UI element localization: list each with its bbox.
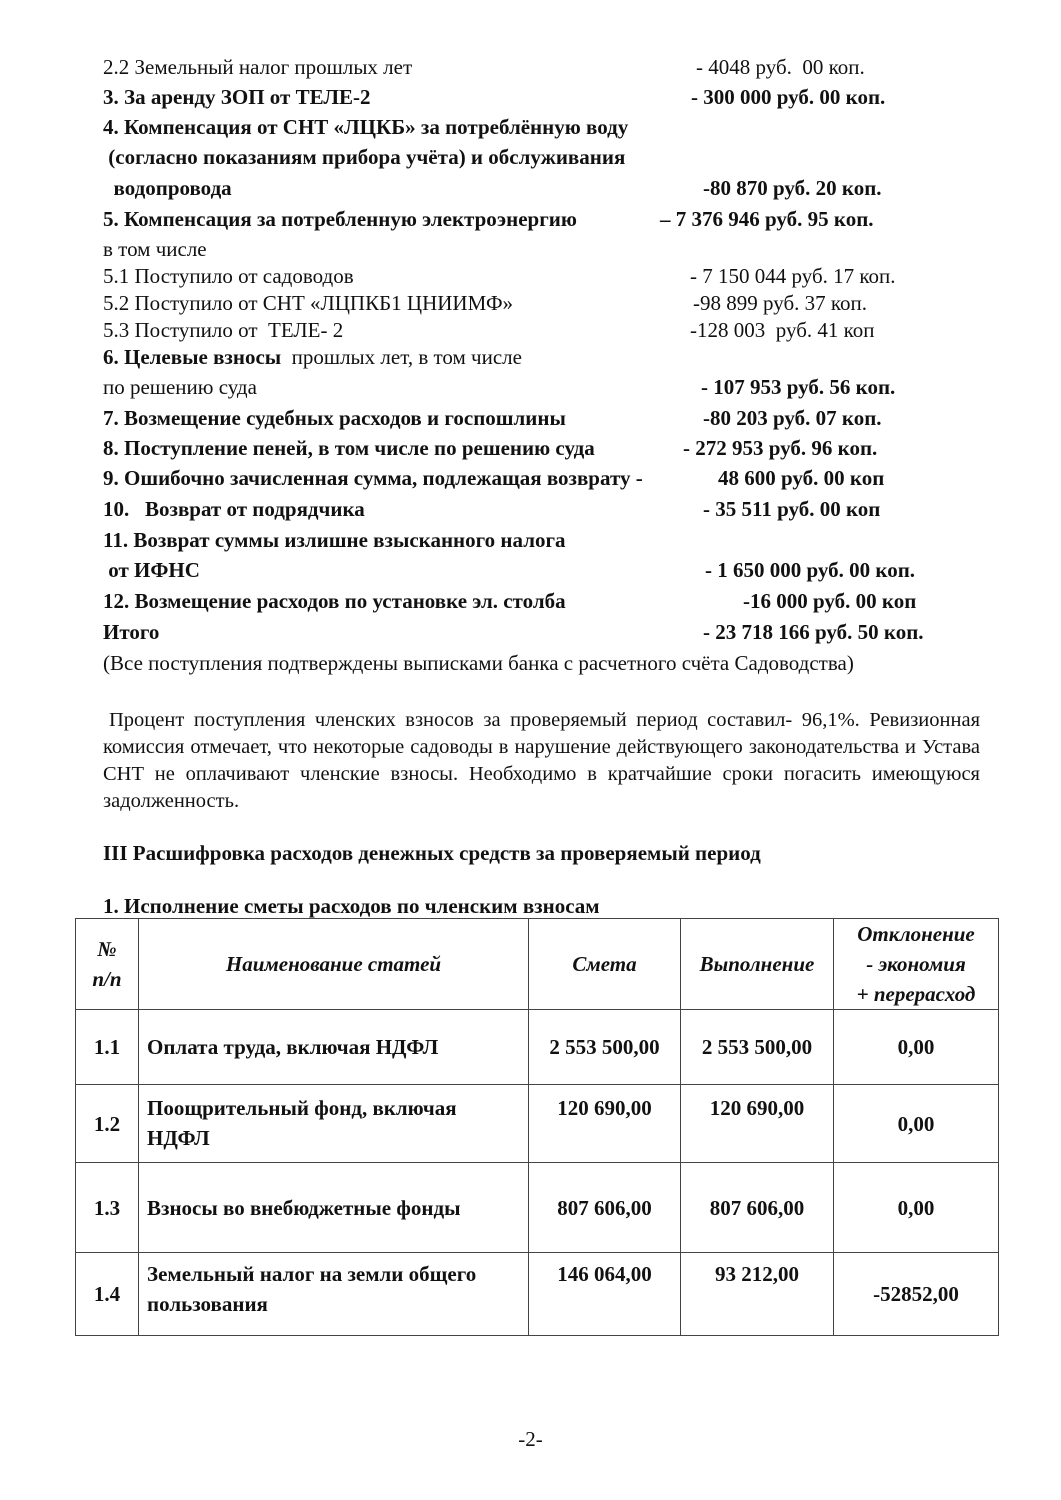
income-line-amount: - 272 953 руб. 96 коп.	[683, 436, 878, 460]
row-estimate: 146 064,00	[529, 1253, 681, 1336]
table-header-row	[76, 919, 999, 1010]
table-row	[76, 1163, 999, 1253]
income-line-amount: - 1 650 000 руб. 00 коп.	[705, 558, 916, 582]
row-num: 1.3	[76, 1163, 139, 1253]
income-line-label: прошлых лет, в том числе	[281, 345, 522, 369]
row-estimate: 807 606,00	[529, 1163, 681, 1253]
income-line	[103, 288, 983, 318]
header-num-line1: №	[97, 937, 117, 961]
income-line	[103, 52, 983, 82]
income-total-amount: - 23 718 166 руб. 50 коп.	[703, 620, 924, 644]
commission-paragraph: Процент поступления членских взносов за проверяемый период составил- 96,1%. Ревизионная комиссия отмечает, что некоторые садоводы в нарушение действующего законодательства и Устава СНТ не оплачивают членские взносы. Необходимо в кратчайшие сроки погасить имеющуюся задолженность.	[103, 709, 980, 812]
income-line	[103, 342, 983, 372]
table-heading: 1. Исполнение сметы расходов по членским взносам	[103, 894, 600, 918]
income-line-amount: -80 203 руб. 07 коп.	[703, 406, 882, 430]
income-line-label: водопровода	[103, 176, 232, 200]
income-line	[103, 586, 983, 616]
income-line	[103, 433, 983, 463]
income-line-amount: - 35 511 руб. 00 коп	[703, 497, 881, 521]
income-line-label: от ИФНС	[103, 558, 200, 582]
row-name: Оплата труда, включая НДФЛ	[139, 1010, 529, 1085]
income-line-label: 3. За аренду ЗОП от ТЕЛЕ-2	[103, 85, 371, 109]
header-num	[76, 919, 139, 1010]
income-line-label: в том числе	[103, 237, 207, 261]
income-line-amount: - 107 953 руб. 56 коп.	[701, 375, 896, 399]
row-actual: 807 606,00	[681, 1163, 834, 1253]
income-line	[103, 525, 983, 555]
header-deviation	[834, 919, 999, 1010]
income-line-label: (согласно показаниям прибора учёта) и обслуживания	[103, 145, 626, 169]
income-line-label: 7. Возмещение судебных расходов и госпошлины	[103, 406, 566, 430]
income-line	[103, 555, 983, 585]
header-name: Наименование статей	[139, 919, 529, 1010]
income-line	[103, 173, 983, 203]
income-line	[103, 204, 983, 234]
income-line-amount: - 300 000 руб. 00 коп.	[691, 85, 886, 109]
row-deviation: -52852,00	[834, 1253, 999, 1336]
header-deviation-line1: Отклонение	[857, 922, 975, 946]
income-line-amount: 48 600 руб. 00 коп	[718, 466, 885, 490]
row-actual: 2 553 500,00	[681, 1010, 834, 1085]
income-note	[103, 648, 983, 678]
income-line-label: 11. Возврат суммы излишне взысканного налога	[103, 528, 566, 552]
row-deviation: 0,00	[834, 1163, 999, 1253]
income-line	[103, 112, 983, 142]
row-deviation: 0,00	[834, 1010, 999, 1085]
income-line	[103, 372, 983, 402]
row-deviation: 0,00	[834, 1085, 999, 1163]
table-row	[76, 1085, 999, 1163]
table-row	[76, 1253, 999, 1336]
income-line	[103, 403, 983, 433]
income-total	[103, 617, 983, 647]
income-line-label: 5.2 Поступило от СНТ «ЛЦПКБ1 ЦНИИМФ»	[103, 291, 514, 315]
header-deviation-line2: - экономия	[866, 952, 966, 976]
row-actual: 120 690,00	[681, 1085, 834, 1163]
income-total-label: Итого	[103, 620, 160, 644]
income-line-amount: -128 003 руб. 41 коп	[690, 318, 875, 342]
income-line	[103, 142, 983, 172]
income-line-label: 2.2 Земельный налог прошлых лет	[103, 55, 413, 79]
income-line-label: 9. Ошибочно зачисленная сумма, подлежащая возврату -	[103, 466, 643, 490]
income-line	[103, 234, 983, 264]
row-estimate: 2 553 500,00	[529, 1010, 681, 1085]
row-num: 1.2	[76, 1085, 139, 1163]
row-num: 1.1	[76, 1010, 139, 1085]
income-line-label: 5.3 Поступило от ТЕЛЕ- 2	[103, 318, 344, 342]
income-note-text: (Все поступления подтверждены выписками банка с расчетного счёта Садоводства)	[103, 651, 854, 675]
income-line	[103, 315, 983, 345]
income-line-amount: – 7 376 946 руб. 95 коп.	[660, 207, 874, 231]
income-line-label: 5. Компенсация за потребленную электроэнергию	[103, 207, 577, 231]
header-actual: Выполнение	[681, 919, 834, 1010]
row-actual: 93 212,00	[681, 1253, 834, 1336]
income-line-amount: -80 870 руб. 20 коп.	[703, 176, 882, 200]
income-line-label: 4. Компенсация от СНТ «ЛЦКБ» за потреблённую воду	[103, 115, 629, 139]
income-line-label-bold: 6. Целевые взносы	[103, 345, 282, 369]
row-name: Взносы во внебюджетные фонды	[139, 1163, 529, 1253]
income-line-label: 10. Возврат от подрядчика	[103, 497, 365, 521]
budget-table	[75, 918, 999, 1336]
row-estimate: 120 690,00	[529, 1085, 681, 1163]
income-line-label: 8. Поступление пеней, в том числе по решению суда	[103, 436, 595, 460]
income-line	[103, 82, 983, 112]
page-number: -2-	[518, 1427, 543, 1451]
income-line-amount: -16 000 руб. 00 коп	[743, 589, 917, 613]
income-line	[103, 494, 983, 524]
row-name: Поощрительный фонд, включая НДФЛ	[139, 1085, 529, 1163]
income-line	[103, 261, 983, 291]
income-line-amount: -98 899 руб. 37 коп.	[693, 291, 867, 315]
row-name: Земельный налог на земли общего пользования	[139, 1253, 529, 1336]
income-line-amount: - 4048 руб. 00 коп.	[696, 55, 865, 79]
table-row	[76, 1010, 999, 1085]
header-deviation-line3: + перерасход	[856, 982, 976, 1006]
income-line-label: по решению суда	[103, 375, 257, 399]
income-line	[103, 463, 983, 493]
header-estimate: Смета	[529, 919, 681, 1010]
row-num: 1.4	[76, 1253, 139, 1336]
section-heading: III Расшифровка расходов денежных средств за проверяемый период	[103, 841, 761, 865]
income-line-label: 12. Возмещение расходов по установке эл. столба	[103, 589, 566, 613]
income-line-amount: - 7 150 044 руб. 17 коп.	[690, 264, 896, 288]
header-num-line2: п/п	[92, 967, 122, 991]
income-line-label: 5.1 Поступило от садоводов	[103, 264, 354, 288]
